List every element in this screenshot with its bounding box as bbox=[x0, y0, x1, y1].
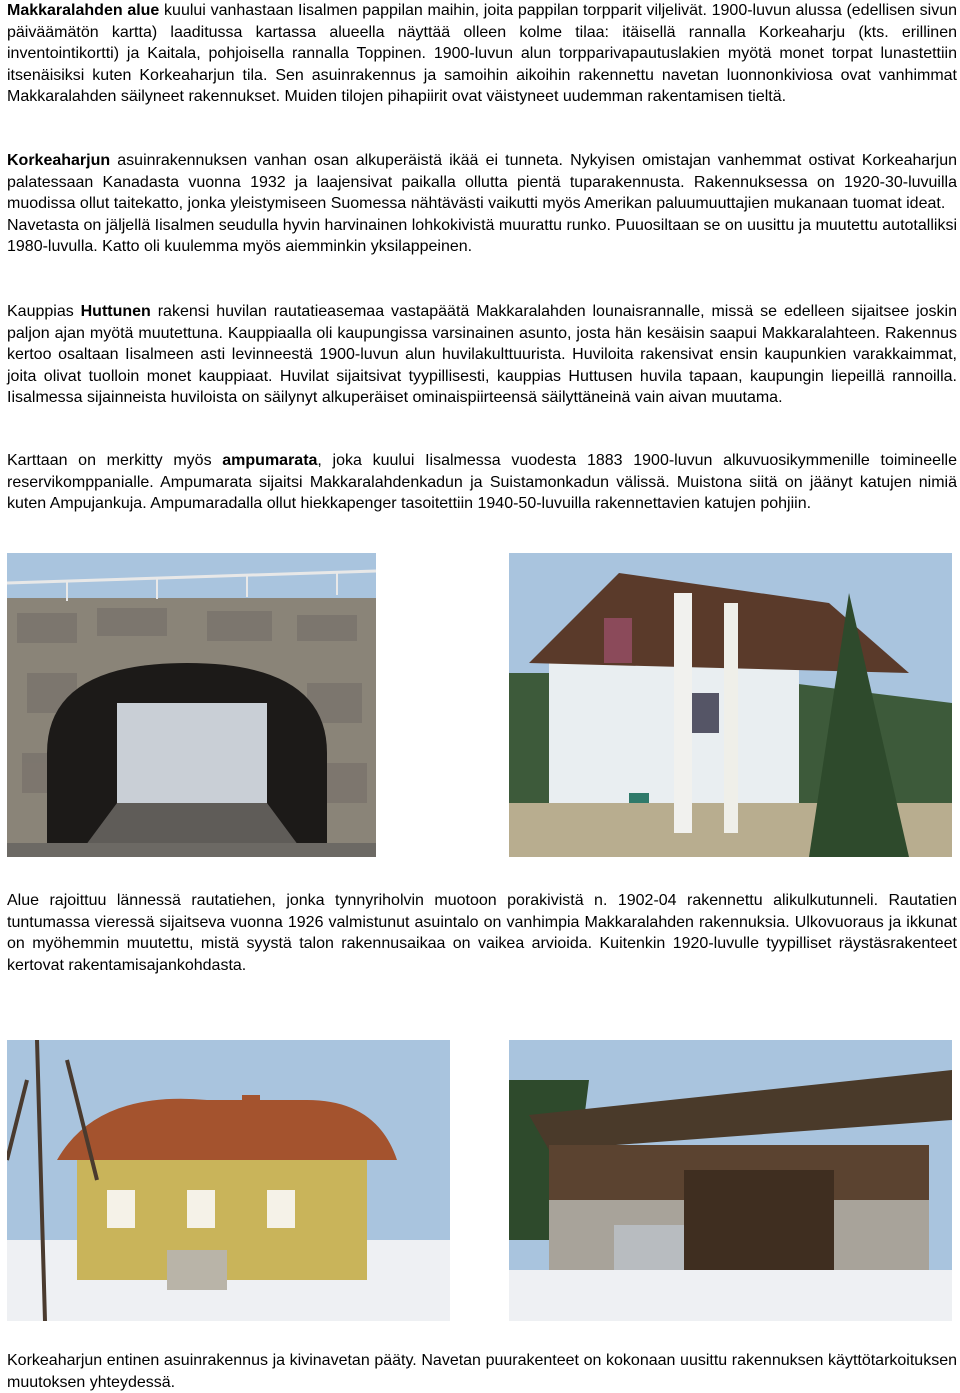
makkaralahti-heading: Makkaralahden alue bbox=[7, 2, 160, 19]
korkeaharju-photos-caption: Korkeaharjun entinen asuinrakennus ja kivinavetan pääty. Navetan puurakenteet on kokonaan uusittu rakennuksen käyttötarkoituksen muutoksen yhteydessä. bbox=[7, 1352, 957, 1391]
ampumarata-name: ampumarata bbox=[222, 452, 318, 469]
white-house-photo bbox=[509, 553, 952, 857]
huttunen-prefix: Kauppias bbox=[7, 303, 81, 320]
korkeaharju-paragraph bbox=[7, 150, 957, 258]
huttunen-paragraph bbox=[7, 301, 957, 409]
korkeaharju-heading: Korkeaharjun bbox=[7, 152, 111, 169]
ampumarata-prefix: Karttaan on merkitty myös bbox=[7, 452, 223, 469]
ampumarata-text: , joka kuului Iisalmessa vuodesta 1883 1900-luvun alkuvuosikymmenille toimineelle reservikomppanialle. Ampumarata sijaitsi Makkaralahdenkadun ja Suistamonkadun välissä. Muistona siitä on jäänyt katujen nimiä kuten Ampujankuja. Ampumaradalla ollut hiekkapenger tasoitettiin 1940-50-luvuilla rakennettavien katujen pohjiin. bbox=[7, 452, 957, 512]
tunnel-house-caption: Alue rajoittuu lännessä rautatiehen, jonka tynnyriholvin muotoon porakivistä n. 1902-04 rakennettu alikulkutunneli. Rautatien tuntumassa vieressä sijaitseva vuonna 1926 valmistunut asuintalo on vanhimpia Makkaralahden rakennuksia. Ulkovuoraus ja ikkunat on myöhemmin muutettu, mistä syystä talon rakennusaikaa on vaikea arvioida. Kuitenkin 1920-luvulle tyypilliset räystäsrakenteet kertovat rakentamisajankohdasta. bbox=[7, 892, 957, 974]
huttunen-text: rakensi huvilan rautatieasemaa vastapäätä Makkaralahden lounaisrannalle, missä se edelleen sijaitsee joskin paljon ajan myötä muutettuna. Kauppiaalla oli kaupungissa varsinainen asunto, josta hän kesäisin saapui Makkaralahteen. Rakennus kertoo osaltaan Iisalmeen asti levinneestä 1900-luvun alun huvilakulttuurista. Huviloita rakensivat ensin kaupunkien varakkaimmat, joita olivat tuolloin monet kauppiaat. Huvilat sijaitsivat tyypillisesti, kauppias Huttusen huvila tapaan, kaupungin liepeillä rannoilla. Iisalmessa sijainneista huviloista on säilynyt alkuperäiset ominaispiirteensä säilyttäneinä vain aivan muutama. bbox=[7, 303, 957, 406]
ampumarata-paragraph bbox=[7, 450, 957, 515]
stone-barn-photo bbox=[509, 1040, 952, 1321]
makkaralahti-text: kuului vanhastaan Iisalmen pappilan maihin, joita pappilan torpparit viljelivät. 1900-luvun alussa (edellisen sivun päiväämätön kartta) laaditussa kartassa alueella näyttää olleen kolme tilaa: itäisellä rannalla Korkeaharju (kts. erillinen inventointikortti) ja Kaitala, pohjoisella rannalla Toppinen. 1900-luvun alun torpparivapautuslakien myötä monet torpat lunastettiin itsenäisiksi kuten Korkeaharjun tila. Sen asuinrakennus ja samoihin aikoihin rakennettu navetan luonnonkiviosa ovat vanhimmat Makkaralahden säilyneet rakennukset. Muiden tilojen pihapiirit ovat väistyneet uudemman rakentamisen tieltä. bbox=[7, 2, 958, 105]
intro-paragraph bbox=[7, 0, 957, 108]
korkeaharju-text: asuinrakennuksen vanhan osan alkuperäistä ikää ei tunneta. Nykyisen omistajan vanhemmat ostivat Korkeaharjun palatessaan Kanadasta vuonna 1932 ja laajensivat paikalla ollutta pientä tuparakennusta. Rakennuksessa on 1920-30-luvuilla muodissa ollut taitekatto, jonka yleistymiseen Suomessa nähtävästi vaikutti myös Amerikan paluumuuttajien mukanaan tuomat ideat. bbox=[7, 152, 957, 212]
railway-tunnel-photo bbox=[7, 553, 376, 857]
huttunen-name: Huttunen bbox=[80, 303, 151, 320]
yellow-house-photo bbox=[7, 1040, 450, 1321]
korkeaharju-barn-text: Navetasta on jäljellä Iisalmen seudulla hyvin harvinainen lohkokivistä muurattu runko. Puuosiltaan se on uusittu ja muutettu autotalliksi 1980-luvulla. Katto oli kuulemma myös aiemminkin yksilappeinen. bbox=[7, 216, 957, 255]
